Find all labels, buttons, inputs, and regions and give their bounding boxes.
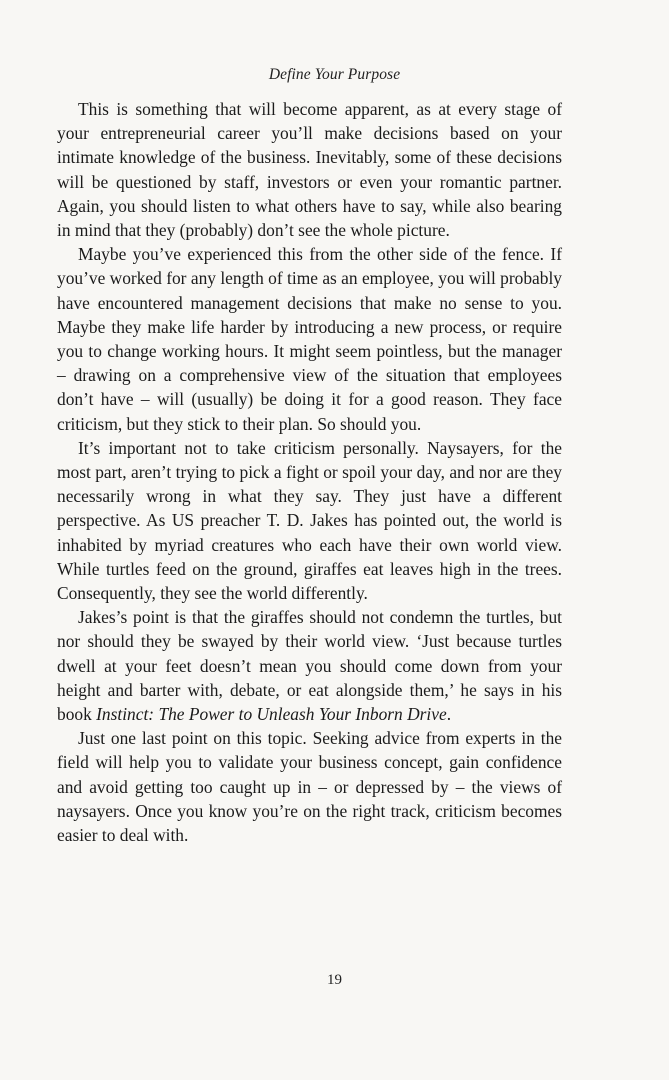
- paragraph-5: Just one last point on this topic. Seeking advice from experts in the field will help you to validate your business concept, gain confidence and avoid getting too caught up in – or depressed by – the views of naysayers. Once you know you’re on the right track, criticism becomes easier to deal with.: [57, 728, 562, 846]
- paragraph-4-text: Jakes’s point is that the giraffes should not condemn the turtles, but nor should they be swayed by their world view. ‘Just because turtles dwell at your feet doesn’t mean you should come down from your height and barter with, debate, or eat alongside them,’ he says in his book: [57, 607, 562, 725]
- paragraph-4: [57, 605, 562, 726]
- page-number: 19: [327, 972, 342, 988]
- paragraph-3: It’s important not to take criticism personally. Naysayers, for the most part, aren’t trying to pick a fight or spoil your day, and nor are they necessarily wrong in what they say. They just have a different perspective. As US preacher T. D. Jakes has pointed out, the world is inhabited by myriad creatures who each have their own world view. While turtles feed on the ground, giraffes eat leaves high in the trees. Consequently, they see the world differently.: [57, 437, 562, 604]
- running-head: Define Your Purpose: [268, 66, 401, 83]
- paragraph-1: This is something that will become apparent, as at every stage of your entrepreneurial career you’ll make decisions based on your intimate knowledge of the business. Inevitably, some of these decisions will be questioned by staff, investors or even your romantic partner. Again, you should listen to what others have to say, while also bearing in mind that they (probably) don’t see the whole picture.: [57, 99, 562, 241]
- paragraph-2: Maybe you’ve experienced this from the other side of the fence. If you’ve worked for any length of time as an employee, you will probably have encountered management decisions that make no sense to you. Maybe they make life harder by introducing a new process, or require you to change working hours. It might seem pointless, but the manager – drawing on a comprehensive view of the situation that employees don’t have – will (usually) be doing it for a good reason. They face criticism, but they stick to their plan. So should you.: [57, 244, 562, 434]
- paragraph-4-end: .: [446, 704, 452, 725]
- body-text: [57, 97, 562, 847]
- book-title: Instinct: The Power to Unleash Your Inborn Drive: [96, 704, 447, 725]
